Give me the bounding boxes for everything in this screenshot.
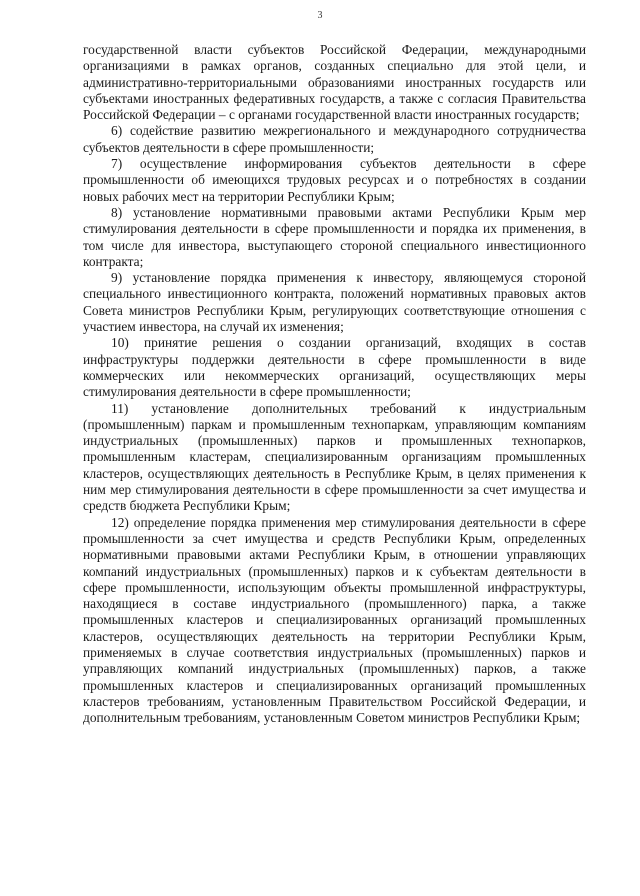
paragraph-item-8: 8) установление нормативными правовыми актами Республики Крым мер стимулирования деятельности в сфере промышленности и порядка их применения, в том числе для инвестора, выступающего стороной специального инвестиционного контракта; — [83, 204, 586, 269]
paragraph-item-11: 11) установление дополнительных требований к индустриальным (промышленным) паркам и промышленным технопаркам, управляющим компаниям индустриальных (промышленных) парков и промышленных технопарков, промышленным кластерам, специализированным организациям промышленных кластеров, осуществляющих деятельность в Республике Крым, в целях применения к ним мер стимулирования деятельности в сфере промышленности за счет имущества и средств бюджета Республики Крым; — [83, 400, 586, 514]
paragraph-item-6: 6) содействие развитию межрегионального и международного сотрудничества субъектов деятельности в сфере промышленности; — [83, 123, 586, 155]
paragraph-item-12: 12) определение порядка применения мер стимулирования деятельности в сфере промышленности за счет имущества и средств Республики Крым, определенных нормативными правовыми актами Республики Крым, в отношении управляющих компаний индустриальных (промышленных) парков и к субъектам деятельности в сфере промышленности, использующим объекты промышленной инфраструктуры, находящиеся в составе индустриального (промышленного) парка, а также промышленных кластеров и специализированных организаций промышленных кластеров, осуществляющих деятельность на территории Республики Крым, применяемых в случае соответствия индустриальных (промышленных) парков и управляющих компаний индустриальных (промышленных) парков, а также промышленных кластеров и специализированных организаций промышленных кластеров требованиям, установленным Правительством Российской Федерации, и дополнительным требованиям, установленным Советом министров Республики Крым; — [83, 514, 586, 726]
document-text — [83, 42, 586, 726]
paragraph-item-10: 10) принятие решения о создании организаций, входящих в состав инфраструктуры поддержки деятельности в сфере промышленности в виде коммерческих или некоммерческих организаций, осуществляющих меры стимулирования деятельности в сфере промышленности; — [83, 335, 586, 400]
paragraph-item-7: 7) осуществление информирования субъектов деятельности в сфере промышленности об имеющихся трудовых ресурсах и о потребностях в создании новых рабочих мест на территории Республики Крым; — [83, 156, 586, 204]
page-number: 3 — [317, 10, 323, 21]
paragraph-continuation: государственной власти субъектов Российской Федерации, международными организациями в рамках органов, созданных специально для этой цели, и административно-территориальными образованиями иностранных государств или субъектами иностранных федеративных государств, а также с согласия Правительства Российской Федерации – с органами государственной власти иностранных государств; — [83, 42, 586, 123]
paragraph-item-9: 9) установление порядка применения к инвестору, являющемуся стороной специального инвестиционного контракта, положений нормативных правовых актов Совета министров Республики Крым, регулирующих соответствующие отношения с участием инвестора, на случай их изменения; — [83, 270, 586, 335]
